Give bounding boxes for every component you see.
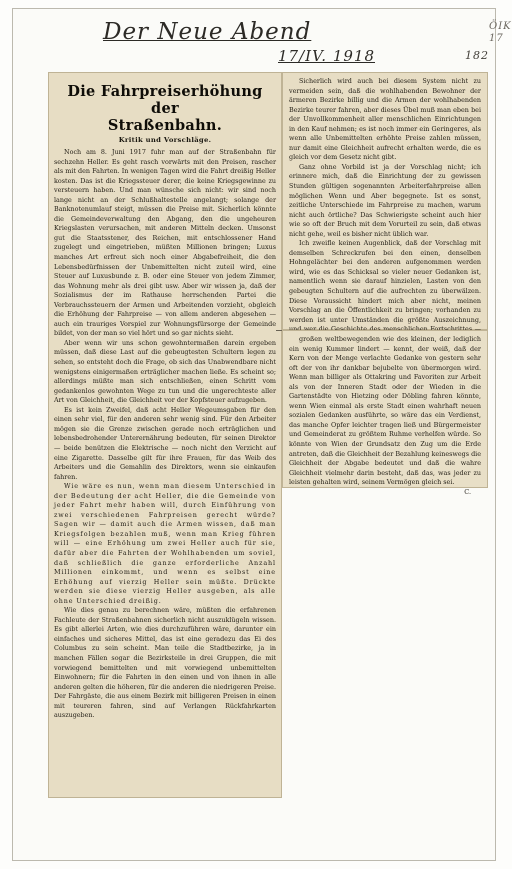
corner-note: ÖIK 17 [489, 21, 512, 44]
paragraph: Noch am 8. Juni 1917 fuhr man auf der Straßenbahn für sechzehn Heller. Es geht rasch vorwärts mit den Preisen, rascher als mit den Fahrten. In wenigen Tagen wird die Fahrt dreißig Heller kosten. Das ist die Kriegssteuer derer, die keine Kriegsgewinne zu versteuern haben. Und man wünsche sich nicht: wir sind noch lange nicht an der Schlußhaltestelle angelangt; solange der Banknotenumlauf steigt, müssen die Preise mit. Sicherlich könnte die Gemeindeverwaltung den Abgang, den die ungeheuren Kriegslasten verursachen, mit anderen Mitteln decken. Umsonst gut die Staatsstener, des Reichen, mit entschlossener Hand zugelegt und eingetrieben, müßten Millionen bringen; Luxus manches Art erfreut sich noch einer Abgabefreiheit, die den Lebensbedürfnissen der Unbemittelten nicht zuteil wird, eine Steuer auf Luxusbunde z. B. oder eine Steuer von jedem Zimmer, das Wohnung mehr als drei gibt usw. Aber wir wissen ja, daß der Sozialismus der im Rathause herrschenden Partei die Verbrauchssteuern der Armen und Arbeitenden vorzieht, obgleich die Erhöhung der Fahrpreise — von allem anderen abgesehen — auch ein trauriges Vorspiel zur Wohnungsfürsorge der Gemeinde bildet, von der man so viel hört und so gar nichts sieht. [54, 148, 276, 338]
paragraph: Ganz ohne Vorbild ist ja der Vorschlag nicht; ich erinnere mich, daß die Einrichtung der zu gewissen Stunden gültigen sogenannten Arbeiterfahrpreise allen möglichen Wenn und Aber begegnete. Ist es sonst, zeitliche Unterschiede im Fahrpreise zu machen, warum nicht auch örtliche? Das Schwierigste scheint auch hier wie so oft der Bruch mit dem Vorurteil zu sein, daß etwas nicht gehe, weil es bisher nicht üblich war. [289, 162, 481, 238]
left-column-text [49, 148, 281, 721]
handwritten-masthead: Der Neue Abend [103, 19, 312, 45]
handwritten-date: 17/IV. 1918 [278, 47, 375, 65]
paragraph: Wie dies genau zu berechnen wäre, müßten die erfahrenen Fachleute der Straßenbahnen sicherlich nicht auszuklügeln wissen. Es gibt allerlei Arten, wie dies durchzuführen wäre, darunter ein einfaches und sicheres Mittel, das ist eine geradezu das Ei des Columbus zu sein scheint. Man teile die Stadtbezirke, ja in manchen Fällen sogar die Bezirksteile in drei Gruppen, die mit vorwiegend bemittelten und mit vorwiegend unbemittelten Einwohnern; für die Fahrten in den einen und von ihnen in alle anderen gelten die höheren, für die anderen die niedrigeren Preise. Der Fahrgäste, die aus einem Bezirk mit billigeren Preisen in einen mit teureren fahren, sind auf Verlangen Rückfahrkarten auszugeben. [54, 606, 276, 720]
right-column-bottom-text [283, 331, 487, 501]
article-headline [49, 73, 281, 136]
archive-number: 182 [465, 49, 489, 62]
paragraph: Wie wäre es nun, wenn man diesem Unterschied in der Bedeutung der acht Heller, die die Gemeinde von jeder Fahrt mehr haben will, durch Einführung von zwei verschiedenen Fahrpreisen gerecht würde? Sagen wir — damit auch die Armen wissen, daß man Kriegsfolgen bezahlen muß, wenn man Krieg führen will — eine Erhöhung um zwei Heller auch für sie, dafür aber die Fahrten der Wohlhabenden um soviel, daß schließlich die ganze erforderliche Anzahl Millionen einkommt, und wenn es selbst eine Erhöhung auf vierzig Heller sein müßte. Drückte werden sie diese vierzig Heller ausgeben, als alle ohne Unterschied dreißig. [54, 482, 276, 605]
paragraph: Sicherlich wird auch bei diesem System nicht zu vermeiden sein, daß die wohlhabenden Bewohner der ärmeren Bezirke billig und die Armen der wohlhabenden Bezirke teurer fahren, aber dieses Übel muß man eben bei der Unvollkommenheit aller menschlichen Einrichtungen in den Kauf nehmen; es ist noch immer ein Geringeres, als wenn alle Unbemittelten erhöhte Preise zahlen müssen, nur damit eine Gleichheit aufrecht erhalten werde, die es gleich vor dem Gesetz nicht gibt. [289, 77, 481, 162]
right-column-top-text [283, 73, 487, 348]
headline-line-1: Die Fahrpreiserhöhung der [67, 83, 263, 117]
paragraph: Aber wenn wir uns schon gewohntermaßen darein ergeben müssen, daß diese Last auf die gebeugtesten Schultern legen zu sehen, so entsteht doch die Frage, ob sich das Unabwendbare nicht wenigstens einigermaßen erträglicher machen ließe. Es scheint so; allerdings müßte man sich entschließen, einen Schritt vom gedankenlos gewohnten Wege zu tun und die ungerechteste aller Art von Gleichheit, die Gleichheit vor der Kopfsteuer aufzugeben. [54, 338, 276, 405]
headline-line-2: Straßenbahn. [107, 117, 223, 134]
article-clipping-right-top [282, 72, 488, 330]
article-subhead: Kritik und Vorschläge. [118, 136, 212, 144]
author-signature: C. [464, 487, 471, 496]
paragraph: Es ist kein Zweifel, daß acht Heller Wegeumsgaben für den einen sehr viel, für den anderen sehr wenig sind. Für den Arbeiter mögen sie die Grenze zwischen gerade noch erträglichen und lebensbedrohender Unterernährung bedeuten, für seinen Direktor — beide benützen die Elektrische — noch nicht den Verzicht auf eine Zigarette. Dasselbe gilt für ihre Frauen, für das Weib des Arbeiters und die Gemahlin des Direktors, wenn sie einkaufen fahren. [54, 405, 276, 481]
paragraph: großen weltbewegenden wie des kleinen, der lediglich ein wenig Kummer lindert — kennt, der weiß, daß der Kern von der Menge verlachte Gedanke von gestern sehr oft der von ihr dankbar bejubelte von übermorgen wird. Wenn man billiger als Ottakring und Favoriten zur Arbeit als von der Inneren Stadt oder der Wieden in die Gartenstädte von Hietzing oder Döbling fahren könnte, wenn Wien einmal als erste Stadt einen wahrhaft neuen sozialen Gedanken ausführte, so wäre das ein Verdienst, das manche Opfer leichter tragen ließ und Bürgermeister und Gemeinderat zu größtem Ruhme verhelfen würde. So könnte von Wien der Grundsatz den Zug um die Erde antreten, daß die Gleichheit der Bezahlung keineswegs die Gleichheit der Abgabe bedeutet und daß die wahre Gleichheit vielmehr darin besteht, daß das, was jeder zu leisten gehalten wird, seinem Vermögen gleich sei. [289, 335, 481, 487]
article-clipping-right-bottom [282, 330, 488, 496]
paragraph: Ich zweifle keinen Augenblick, daß der Vorschlag mit demselben Schreckrufen bei den einen, denselben Hohngelächter bei den anderen aufgenommen werden wird, wie es das Schicksal so vieler neuer Gedanken ist, namentlich wenn sie darauf hinzielen, Lasten von den gebeugten Schultern auf die aufrechten zu überwälzen. Diese Voraussicht hindert mich aber nicht, meinen Vorschlag an die Öffentlichkeit zu bringen; vorhanden zu werden ist unter Umständen die größte Auszeichnung, [289, 239, 481, 324]
article-clipping-left [48, 72, 282, 798]
